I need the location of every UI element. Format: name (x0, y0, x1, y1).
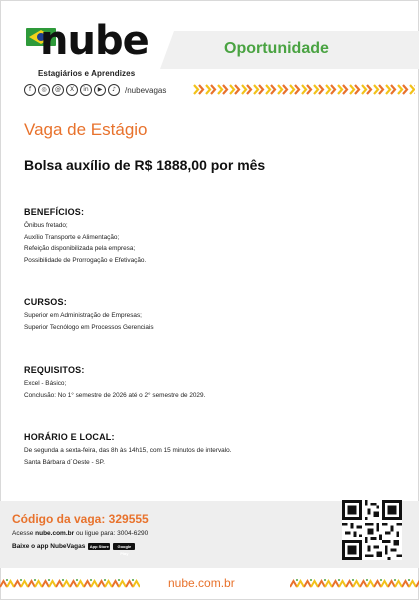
requirements-heading: REQUISITOS: (24, 365, 85, 375)
linkedin-icon[interactable]: in (80, 84, 92, 96)
social-links (24, 83, 166, 97)
job-code: Código da vaga: 329555 (12, 512, 149, 526)
access-info (12, 530, 148, 537)
requirements-section (24, 365, 205, 401)
schedule-heading: HORÁRIO E LOCAL: (24, 432, 115, 442)
logo-tagline: Estagiários e Aprendizes (38, 69, 136, 78)
footer-site-link[interactable]: nube.com.br (168, 576, 235, 590)
course-item: Superior em Administração de Empresas; (24, 312, 142, 319)
schedule-item: Santa Bárbara d´Oeste - SP. (24, 458, 105, 466)
job-title: Vaga de Estágio (24, 120, 148, 139)
schedule-item: De segunda a sexta-feira, das 8h às 14h15, com 15 minutos de intervalo. (24, 447, 232, 454)
decorative-pattern-left (0, 578, 140, 590)
app-download (12, 543, 135, 556)
access-site-link[interactable]: nube.com.br (35, 530, 75, 537)
benefit-item: Possibilidade de Prorrogação e Efetivação. (24, 256, 147, 264)
access-prefix: Acesse (12, 530, 36, 537)
app-store-badge[interactable]: App Store (89, 544, 109, 549)
stipend-text: Bolsa auxílio de R$ 1888,00 por mês (24, 157, 266, 173)
logo-wordmark: nube (40, 18, 149, 64)
benefits-section (24, 207, 146, 266)
opportunity-label: Oportunidade (224, 40, 329, 57)
courses-section (24, 297, 154, 333)
app-label: Baixe o app NubeVagas (12, 543, 86, 550)
facebook-icon[interactable]: f (24, 84, 36, 96)
google-play-badge[interactable]: Google Play (113, 543, 135, 550)
benefit-item: Ônibus fretado; (24, 222, 68, 229)
benefit-item: Auxílio Transporte e Alimentação; (24, 233, 120, 241)
threads-icon[interactable]: @ (52, 84, 64, 96)
schedule-location-section (24, 432, 231, 468)
x-icon[interactable]: X (66, 84, 78, 96)
social-handle: /nubevagas (125, 85, 167, 95)
tiktok-icon[interactable]: ♪ (108, 84, 120, 96)
benefits-heading: BENEFÍCIOS: (24, 207, 85, 217)
qr-code-icon (342, 500, 402, 560)
access-suffix: ou ligue para: 3004-6290 (74, 530, 149, 537)
courses-heading: CURSOS: (24, 297, 67, 307)
decorative-chevron-row (193, 84, 415, 95)
benefit-item: Refeição disponibilizada pela empresa; (24, 245, 136, 253)
youtube-icon[interactable]: ▶ (94, 84, 106, 96)
requirement-item: Excel - Básico; (24, 380, 67, 387)
decorative-pattern-right (290, 578, 419, 590)
requirement-item: Conclusão: No 1° semestre de 2026 até o 2° semestre de 2029. (24, 391, 206, 399)
course-item: Superior Tecnólogo em Processos Gerenciais (24, 323, 154, 331)
instagram-icon[interactable]: ◎ (38, 84, 50, 96)
